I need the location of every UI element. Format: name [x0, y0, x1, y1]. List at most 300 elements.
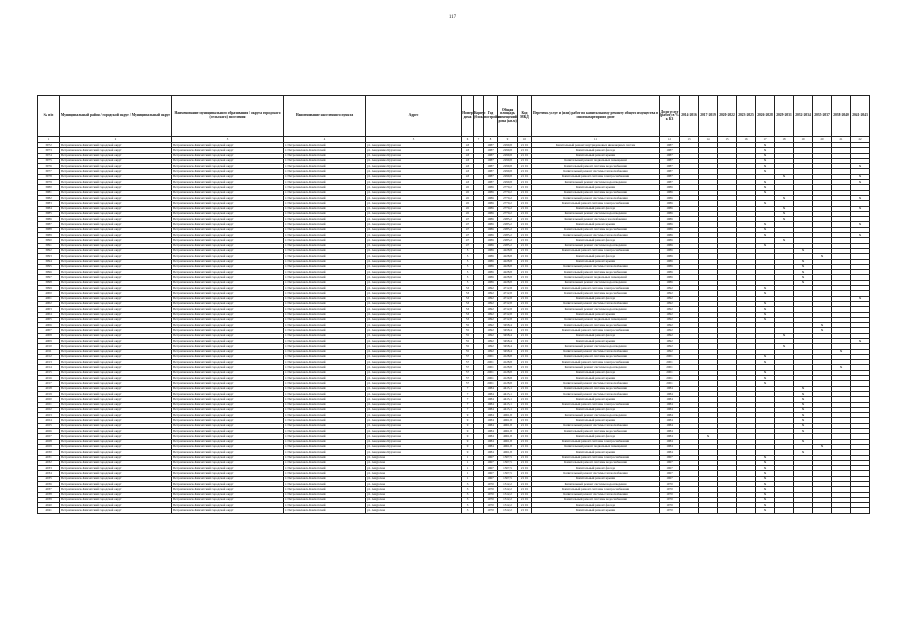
table-cell: 4228,8	[498, 264, 518, 269]
table-cell: г. Петропавловск-Камчатский	[284, 259, 366, 264]
period-mark-cell: X	[794, 275, 813, 280]
table-cell: Петропавловск-Камчатский городской округ	[172, 301, 284, 306]
table-cell: Капитальный ремонт системы электроснабжения	[532, 286, 660, 291]
table-cell: ул. Академика Курчатова	[366, 418, 462, 423]
table-cell: 1987	[660, 169, 680, 174]
table-cell: г. Петропавловск-Камчатский	[284, 344, 366, 349]
table-cell: 45	[462, 190, 474, 195]
table-cell: 4002	[38, 301, 60, 306]
table-cell: 5	[462, 254, 474, 259]
table-cell: ул. Академика Курчатова	[366, 148, 462, 153]
table-cell: 1	[462, 471, 474, 476]
column-header: 2038-2040	[832, 96, 851, 137]
table-cell: 21 01	[518, 487, 532, 492]
table-cell: Петропавловск-Камчатский городской округ	[172, 323, 284, 328]
table-cell: Капитальный ремонт системы водоотведения	[532, 211, 660, 216]
table-cell: 21 01	[518, 275, 532, 280]
table-cell: 4000	[38, 291, 60, 296]
table-cell: г. Петропавловск-Камчатский	[284, 248, 366, 253]
table-cell: 4005	[38, 317, 60, 322]
table-cell: Капитальный ремонт системы теплоснабжения	[532, 195, 660, 200]
table-cell: 1986	[660, 195, 680, 200]
table-cell: г. Петропавловск-Камчатский	[284, 402, 366, 407]
table-cell: 3983	[38, 201, 60, 206]
table-cell: Петропавловск-Камчатский городской округ	[60, 444, 172, 449]
table-cell: г. Петропавловск-Камчатский	[284, 317, 366, 322]
column-number: 14	[699, 137, 718, 143]
table-cell: 2001	[484, 360, 498, 365]
table-cell: Петропавловск-Камчатский городской округ	[60, 391, 172, 396]
table-cell: Петропавловск-Камчатский городской округ	[60, 323, 172, 328]
table-cell: 57	[462, 370, 474, 375]
table-cell: Капитальный ремонт крыши	[532, 153, 660, 158]
table-cell: г. Петропавловск-Камчатский	[284, 222, 366, 227]
period-mark-cell: X	[832, 349, 851, 354]
table-cell: Петропавловск-Камчатский городской округ	[60, 248, 172, 253]
table-cell: 1984	[660, 418, 680, 423]
column-header: Доля услуг (работ) в % к КЗ	[660, 96, 680, 137]
table-cell: 1992	[484, 344, 498, 349]
table-cell: Петропавловск-Камчатский городской округ	[60, 190, 172, 195]
column-header: Муниципальный район / городской округ / Муниципальный округ	[60, 96, 172, 137]
table-cell: 1984	[484, 418, 498, 423]
capital-repair-table	[37, 95, 870, 514]
table-cell: Капитальный ремонт фасада	[532, 407, 660, 412]
table-cell: Петропавловск-Камчатский городской округ	[60, 286, 172, 291]
period-mark-cell: X	[756, 376, 775, 381]
table-cell: 1970	[660, 487, 680, 492]
table-cell: Петропавловск-Камчатский городской округ	[60, 376, 172, 381]
table-cell: Петропавловск-Камчатский городской округ	[60, 307, 172, 312]
table-cell: Петропавловск-Камчатский городской округ	[60, 201, 172, 206]
table-cell: г. Петропавловск-Камчатский	[284, 291, 366, 296]
table-cell: Капитальный ремонт внутридомовых инженерных систем	[532, 143, 660, 148]
table-cell: 4019	[38, 391, 60, 396]
table-cell: 1970	[660, 482, 680, 487]
table-cell: 21 01	[518, 482, 532, 487]
table-cell: Петропавловск-Камчатский городской округ	[172, 386, 284, 391]
table-cell: Петропавловск-Камчатский городской округ	[60, 158, 172, 163]
table-cell: Петропавловск-Камчатский городской округ	[172, 413, 284, 418]
table-cell: 43	[462, 169, 474, 174]
table-cell: 4228,8	[498, 259, 518, 264]
column-header: 2029-2031	[775, 96, 794, 137]
table-cell: 4016	[38, 376, 60, 381]
table-cell: 1967	[484, 466, 498, 471]
table-cell: ул. Академика Курчатова	[366, 307, 462, 312]
table-cell: ул. Академика Курчатова	[366, 280, 462, 285]
table-cell: 4037	[38, 487, 60, 492]
period-mark-cell: X	[794, 391, 813, 396]
table-cell: Капитальный ремонт системы электроснабжения	[532, 174, 660, 179]
table-cell: Петропавловск-Камчатский городской округ	[172, 487, 284, 492]
table-cell: 1987	[484, 148, 498, 153]
table-cell: 1987	[660, 153, 680, 158]
table-cell: 1967	[660, 471, 680, 476]
table-cell: 1992	[660, 317, 680, 322]
table-cell: Петропавловск-Камчатский городской округ	[60, 423, 172, 428]
table-cell: 2001	[484, 376, 498, 381]
table-cell: 1984	[484, 444, 498, 449]
table-cell: 1984	[660, 429, 680, 434]
table-cell: г. Петропавловск-Камчатский	[284, 497, 366, 502]
table-cell: Капитальный ремонт системы теплоснабжения	[532, 391, 660, 396]
table-cell: Петропавловск-Камчатский городской округ	[172, 153, 284, 158]
table-cell: 1984	[484, 439, 498, 444]
table-cell: 9	[462, 439, 474, 444]
table-cell: 4004	[38, 312, 60, 317]
table-cell: Петропавловск-Камчатский городской округ	[172, 381, 284, 386]
table-cell: 1992	[660, 307, 680, 312]
table-cell: ул. Академика Курчатова	[366, 317, 462, 322]
table-cell: 1992	[484, 349, 498, 354]
table-cell: 1984	[660, 391, 680, 396]
table-cell: 1984	[484, 407, 498, 412]
table-cell: г. Петропавловск-Камчатский	[284, 169, 366, 174]
table-cell: 21 01	[518, 148, 532, 153]
table-cell: 21 01	[518, 338, 532, 343]
table-cell: Петропавловск-Камчатский городской округ	[172, 195, 284, 200]
period-mark-cell: X	[794, 407, 813, 412]
table-cell: Петропавловск-Камчатский городской округ	[172, 376, 284, 381]
table-cell: 4012	[38, 354, 60, 359]
table-cell: г. Петропавловск-Камчатский	[284, 174, 366, 179]
table-cell: Капитальный ремонт фасада	[532, 466, 660, 471]
table-cell: ул. Академика Курчатова	[366, 296, 462, 301]
table-cell: Капитальный ремонт крыши	[532, 312, 660, 317]
table-cell: 21 01	[518, 195, 532, 200]
table-cell: 7	[462, 407, 474, 412]
period-mark-cell: X	[775, 174, 794, 179]
table-cell: 21 01	[518, 492, 532, 497]
table-cell: 1987	[484, 153, 498, 158]
page-number: 117	[448, 15, 457, 20]
table-cell: 1984	[484, 391, 498, 396]
period-mark-cell: X	[794, 418, 813, 423]
table-cell: 1986	[660, 206, 680, 211]
table-cell: 1987	[660, 164, 680, 169]
table-cell: 3987	[38, 222, 60, 227]
table-cell: Петропавловск-Камчатский городской округ	[172, 429, 284, 434]
table-cell: 3977	[38, 169, 60, 174]
table-cell: ул. Амурская	[366, 455, 462, 460]
table-cell: 21 01	[518, 450, 532, 455]
table-cell: 1992	[660, 291, 680, 296]
period-mark-cell	[813, 508, 832, 513]
table-cell: ул. Академика Курчатова	[366, 349, 462, 354]
table-cell: 4018	[38, 386, 60, 391]
table-cell: 2299,8	[498, 180, 518, 185]
table-cell: Петропавловск-Камчатский городской округ	[172, 291, 284, 296]
table-cell: 47	[462, 217, 474, 222]
table-cell: 4033	[38, 466, 60, 471]
period-mark-cell: X	[756, 497, 775, 502]
table-cell: ул. Академика Курчатова	[366, 439, 462, 444]
table-cell: 1986	[660, 254, 680, 259]
table-cell: 4061,8	[498, 434, 518, 439]
table-cell: 57	[462, 365, 474, 370]
table-cell: Петропавловск-Камчатский городской округ	[172, 338, 284, 343]
table-cell: 1986	[484, 211, 498, 216]
table-cell: 21 01	[518, 439, 532, 444]
period-mark-cell: X	[851, 222, 870, 227]
table-cell: г. Петропавловск-Камчатский	[284, 455, 366, 460]
table-cell: 53	[462, 317, 474, 322]
period-mark-cell: X	[756, 460, 775, 465]
table-cell: 45	[462, 195, 474, 200]
table-cell: 4061,8	[498, 444, 518, 449]
table-cell: Петропавловск-Камчатский городской округ	[172, 460, 284, 465]
table-cell: Петропавловск-Камчатский городской округ	[172, 482, 284, 487]
table-cell: 3458,4	[498, 349, 518, 354]
table-cell: 1984	[660, 423, 680, 428]
table-cell: 47	[462, 243, 474, 248]
table-cell: 1986	[660, 211, 680, 216]
table-cell: 2299,8	[498, 153, 518, 158]
table-cell: 55	[462, 349, 474, 354]
table-cell: Петропавловск-Камчатский городской округ	[172, 312, 284, 317]
period-mark-cell: X	[775, 195, 794, 200]
table-cell: 4712,8	[498, 296, 518, 301]
table-cell: 1970	[484, 482, 498, 487]
table-cell: Капитальный ремонт подвальных помещений	[532, 275, 660, 280]
table-cell: 3994	[38, 259, 60, 264]
table-cell: 3993	[38, 254, 60, 259]
column-header: 2032-2034	[794, 96, 813, 137]
table-cell: ул. Академика Курчатова	[366, 344, 462, 349]
table-cell: 3458,4	[498, 323, 518, 328]
table-cell: 3	[462, 487, 474, 492]
table-cell: 21 01	[518, 349, 532, 354]
table-cell: г. Петропавловск-Камчатский	[284, 201, 366, 206]
table-cell: Петропавловск-Камчатский городской округ	[172, 174, 284, 179]
period-mark-cell: X	[756, 233, 775, 238]
table-cell: 1992	[484, 307, 498, 312]
table-cell: 1986	[484, 185, 498, 190]
table-cell: Петропавловск-Камчатский городской округ	[172, 238, 284, 243]
table-cell: Капитальный ремонт фасада	[532, 206, 660, 211]
table-cell: 21 01	[518, 286, 532, 291]
table-cell: 21 01	[518, 455, 532, 460]
table-cell: 1984	[660, 407, 680, 412]
table-cell: 1967	[484, 455, 498, 460]
table-cell: 1986	[660, 264, 680, 269]
table-cell: 1307,5	[498, 466, 518, 471]
table-cell: 2001	[660, 381, 680, 386]
table-cell: 1984	[484, 386, 498, 391]
column-number: 11	[532, 137, 660, 143]
period-mark-cell: X	[756, 158, 775, 163]
table-cell: 1986	[484, 243, 498, 248]
table-cell: 4009	[38, 338, 60, 343]
period-mark-cell: X	[775, 217, 794, 222]
table-cell: ул. Академика Курчатова	[366, 158, 462, 163]
column-header: № п/п	[38, 96, 60, 137]
table-cell: 1992	[484, 286, 498, 291]
table-cell: г. Петропавловск-Камчатский	[284, 492, 366, 497]
table-cell: ул. Академика Курчатова	[366, 286, 462, 291]
table-cell: Петропавловск-Камчатский городской округ	[172, 286, 284, 291]
table-cell: г. Петропавловск-Камчатский	[284, 227, 366, 232]
table-cell: 2770,2	[498, 190, 518, 195]
table-cell: 3458,4	[498, 338, 518, 343]
column-header: Год постройки	[484, 96, 498, 137]
table-cell: 43	[462, 153, 474, 158]
table-cell: Петропавловск-Камчатский городской округ	[60, 222, 172, 227]
table-cell: 21 01	[518, 233, 532, 238]
table-cell: Петропавловск-Камчатский городской округ	[172, 434, 284, 439]
table-cell: 2299,8	[498, 148, 518, 153]
table-cell: 1987	[484, 169, 498, 174]
column-number: 17	[756, 137, 775, 143]
table-cell: ул. Академика Курчатова	[366, 444, 462, 449]
table-row	[38, 508, 870, 513]
table-cell: ул. Академика Курчатова	[366, 270, 462, 275]
column-number: 19	[794, 137, 813, 143]
table-cell: 3992	[38, 248, 60, 253]
table-cell: 21 01	[518, 270, 532, 275]
table-cell: 3988	[38, 227, 60, 232]
table-cell: Петропавловск-Камчатский городской округ	[172, 354, 284, 359]
table-cell: Петропавловск-Камчатский городской округ	[172, 391, 284, 396]
table-cell: 4128,8	[498, 354, 518, 359]
period-mark-cell: X	[756, 370, 775, 375]
table-cell: 21 01	[518, 376, 532, 381]
table-cell: Капитальный ремонт фасада	[532, 370, 660, 375]
column-number: 21	[832, 137, 851, 143]
table-cell: 1970	[484, 508, 498, 513]
table-cell: 5	[462, 264, 474, 269]
table-cell: Петропавловск-Камчатский городской округ	[172, 206, 284, 211]
table-cell: 43	[462, 164, 474, 169]
table-cell: г. Петропавловск-Камчатский	[284, 354, 366, 359]
table-cell: 21 01	[518, 354, 532, 359]
table-cell: 4415,1	[498, 402, 518, 407]
table-cell: Петропавловск-Камчатский городской округ	[60, 211, 172, 216]
column-number: 10	[518, 137, 532, 143]
table-cell: 21 01	[518, 190, 532, 195]
column-header: Перечень услуг и (или) работ по капитальному ремонту общего имущества в многоквартирном доме	[532, 96, 660, 137]
table-cell: 1992	[484, 333, 498, 338]
column-number: 6	[462, 137, 474, 143]
table-cell: ул. Амурская	[366, 508, 462, 513]
table-cell: Капитальный ремонт крыши	[532, 259, 660, 264]
period-mark-cell: X	[794, 259, 813, 264]
table-cell: Петропавловск-Камчатский городской округ	[172, 143, 284, 148]
table-cell: 21 01	[518, 328, 532, 333]
table-cell: 47	[462, 222, 474, 227]
table-cell: Капитальный ремонт системы водоснабжения	[532, 291, 660, 296]
table-cell: Капитальный ремонт фасада	[532, 254, 660, 259]
table-cell: 3984	[38, 206, 60, 211]
table-cell: 1967	[484, 460, 498, 465]
table-cell: ул. Академика Курчатова	[366, 354, 462, 359]
table-cell: 21 01	[518, 143, 532, 148]
table-cell: 1984	[660, 397, 680, 402]
table-cell: Петропавловск-Камчатский городской округ	[60, 487, 172, 492]
table-cell: 4128,8	[498, 381, 518, 386]
table-cell: 3979	[38, 180, 60, 185]
table-cell: Капитальный ремонт крыши	[532, 476, 660, 481]
table-cell: Петропавловск-Камчатский городской округ	[172, 450, 284, 455]
table-cell: 9	[462, 434, 474, 439]
table-cell: 21 01	[518, 180, 532, 185]
table-cell: 4415,1	[498, 391, 518, 396]
table-cell: 21 01	[518, 423, 532, 428]
period-mark-cell: X	[756, 381, 775, 386]
table-cell: 1984	[660, 402, 680, 407]
table-cell: 4008	[38, 333, 60, 338]
table-cell: 1992	[660, 296, 680, 301]
table-cell: Капитальный ремонт фасада	[532, 503, 660, 508]
table-cell: Капитальный ремонт системы электроснабжения	[532, 402, 660, 407]
table-cell: Капитальный ремонт подвальных помещений	[532, 158, 660, 163]
table-cell: Петропавловск-Камчатский городской округ	[172, 180, 284, 185]
table-cell: 21 01	[518, 418, 532, 423]
table-cell: 4041	[38, 508, 60, 513]
table-cell: ул. Амурская	[366, 471, 462, 476]
table-cell: 57	[462, 381, 474, 386]
table-cell: 1984	[484, 450, 498, 455]
table-cell: Капитальный ремонт системы теплоснабжения	[532, 349, 660, 354]
table-cell: г. Петропавловск-Камчатский	[284, 508, 366, 513]
table-cell: 53	[462, 312, 474, 317]
table-cell: 1986	[484, 222, 498, 227]
table-cell: 1984	[484, 423, 498, 428]
table-cell: 53	[462, 307, 474, 312]
table-cell: ул. Академика Курчатова	[366, 201, 462, 206]
table-cell: Петропавловск-Камчатский городской округ	[172, 397, 284, 402]
period-mark-cell: X	[813, 328, 832, 333]
table-cell: Петропавловск-Камчатский городской округ	[172, 227, 284, 232]
table-cell: 1986	[484, 233, 498, 238]
table-cell: Капитальный ремонт системы водоотведения	[532, 243, 660, 248]
table-cell: Петропавловск-Камчатский городской округ	[60, 291, 172, 296]
table-cell: г. Петропавловск-Камчатский	[284, 349, 366, 354]
period-mark-cell	[851, 508, 870, 513]
table-cell: г. Петропавловск-Камчатский	[284, 476, 366, 481]
table-cell: 9	[462, 444, 474, 449]
table-cell: 57	[462, 360, 474, 365]
column-number: 16	[737, 137, 756, 143]
table-cell: 3	[462, 508, 474, 513]
table-cell: 1987	[484, 164, 498, 169]
table-cell: 2285,2	[498, 233, 518, 238]
table-cell: Петропавловск-Камчатский городской округ	[60, 164, 172, 169]
table-cell: г. Петропавловск-Камчатский	[284, 365, 366, 370]
table-cell: 4030	[38, 450, 60, 455]
table-cell: г. Петропавловск-Камчатский	[284, 217, 366, 222]
table-cell: 4228,8	[498, 275, 518, 280]
table-cell: 53	[462, 286, 474, 291]
table-cell: 21 01	[518, 164, 532, 169]
table-cell: 1984	[484, 397, 498, 402]
table-cell: 4128,8	[498, 365, 518, 370]
period-mark-cell: X	[813, 444, 832, 449]
table-cell: ул. Академика Курчатова	[366, 402, 462, 407]
table-cell: 3989	[38, 233, 60, 238]
table-cell: 4415,1	[498, 397, 518, 402]
table-cell: 1970	[484, 487, 498, 492]
table-cell: 1970	[484, 503, 498, 508]
table-cell: ул. Академика Курчатова	[366, 333, 462, 338]
column-header: 2017-2019	[699, 96, 718, 137]
table-cell: 3458,4	[498, 328, 518, 333]
table-cell: ул. Академика Курчатова	[366, 248, 462, 253]
table-cell: 43	[462, 180, 474, 185]
table-cell: 21 01	[518, 381, 532, 386]
period-mark-cell: X	[851, 174, 870, 179]
